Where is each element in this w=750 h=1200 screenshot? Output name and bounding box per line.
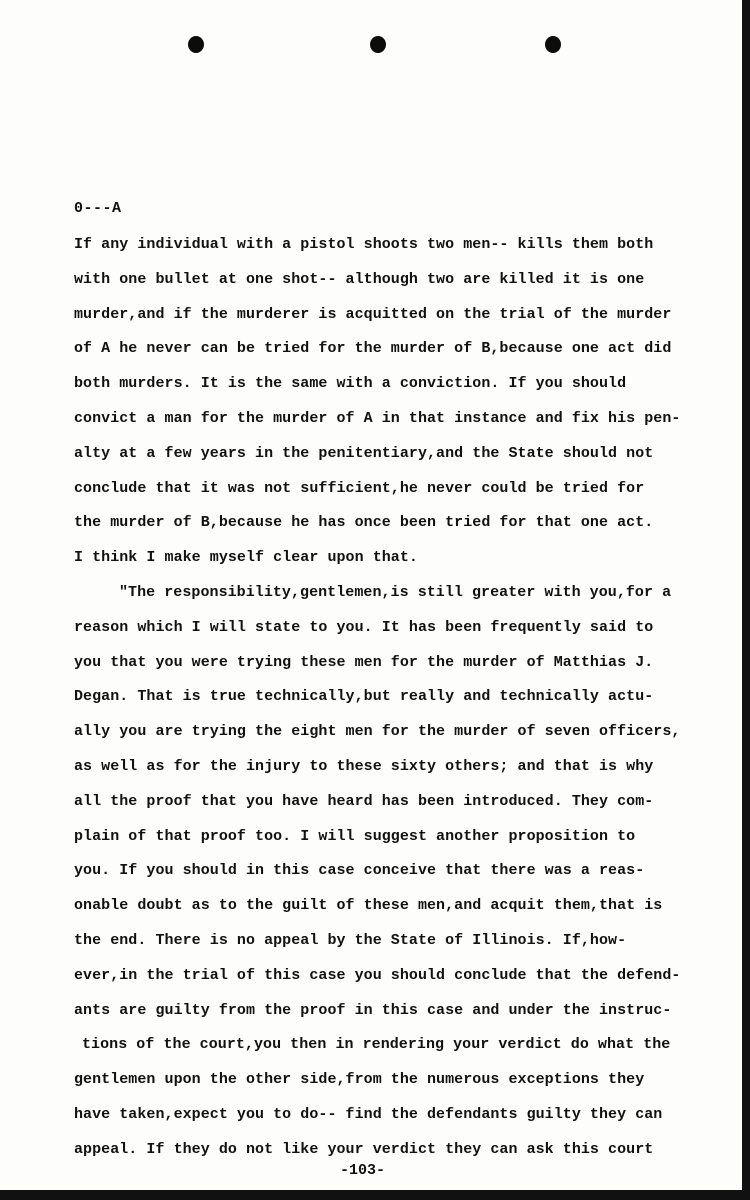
- text-line: the murder of B,because he has once been tried for that one act.: [74, 514, 654, 532]
- scan-edge-bottom: [0, 1190, 750, 1200]
- text-line: tions of the court,you then in rendering your verdict do what the: [82, 1036, 671, 1054]
- text-line: ally you are trying the eight men for the murder of seven officers,: [74, 723, 681, 741]
- text-line: reason which I will state to you. It has been frequently said to: [74, 618, 654, 636]
- text-line: gentlemen upon the other side,from the numerous exceptions they: [74, 1071, 645, 1089]
- text-line: murder,and if the murderer is acquitted on the trial of the murder: [74, 305, 672, 323]
- body-text: [74, 232, 694, 1172]
- text-line: you that you were trying these men for the murder of Matthias J.: [74, 653, 654, 671]
- text-line: onable doubt as to the guilt of these men,and acquit them,that is: [74, 897, 663, 915]
- text-line: the end. There is no appeal by the State of Illinois. If,how-: [74, 931, 627, 949]
- text-line: as well as for the injury to these sixty others; and that is why: [74, 757, 654, 775]
- text-line: If any individual with a pistol shoots two men-- kills them both: [74, 236, 654, 253]
- punch-hole-left: [188, 36, 204, 53]
- section-label: 0---A: [74, 200, 122, 217]
- page-number: -103-: [340, 1162, 386, 1179]
- text-line: I think I make myself clear upon that.: [74, 549, 418, 567]
- text-line: with one bullet at one shot-- although two are killed it is one: [74, 270, 645, 288]
- text-line: of A he never can be tried for the murder of B,because one act did: [74, 340, 672, 358]
- text-line: have taken,expect you to do-- find the defendants guilty they can: [74, 1105, 663, 1123]
- paragraph-start-line: "The responsibility,gentlemen,is still greater with you,for a: [119, 583, 672, 601]
- text-line: conclude that it was not sufficient,he never could be tried for: [74, 479, 645, 497]
- text-line: both murders. It is the same with a conviction. If you should: [74, 375, 627, 393]
- text-line: ants are guilty from the proof in this case and under the instruc-: [74, 1001, 672, 1019]
- text-line: ever,in the trial of this case you should conclude that the defend-: [74, 966, 681, 984]
- text-line: alty at a few years in the penitentiary,and the State should not: [74, 444, 654, 462]
- text-line: you. If you should in this case conceive that there was a reas-: [74, 862, 645, 880]
- scan-edge-right: [742, 0, 750, 1200]
- punch-hole-center: [370, 36, 386, 53]
- text-line: plain of that proof too. I will suggest another proposition to: [74, 827, 636, 845]
- text-line: all the proof that you have heard has been introduced. They com-: [74, 792, 654, 810]
- text-line: convict a man for the murder of A in that instance and fix his pen-: [74, 409, 681, 427]
- text-line: Degan. That is true technically,but really and technically actu-: [74, 688, 654, 706]
- text-line: appeal. If they do not like your verdict they can ask this court: [74, 1140, 654, 1158]
- punch-hole-right: [545, 36, 561, 53]
